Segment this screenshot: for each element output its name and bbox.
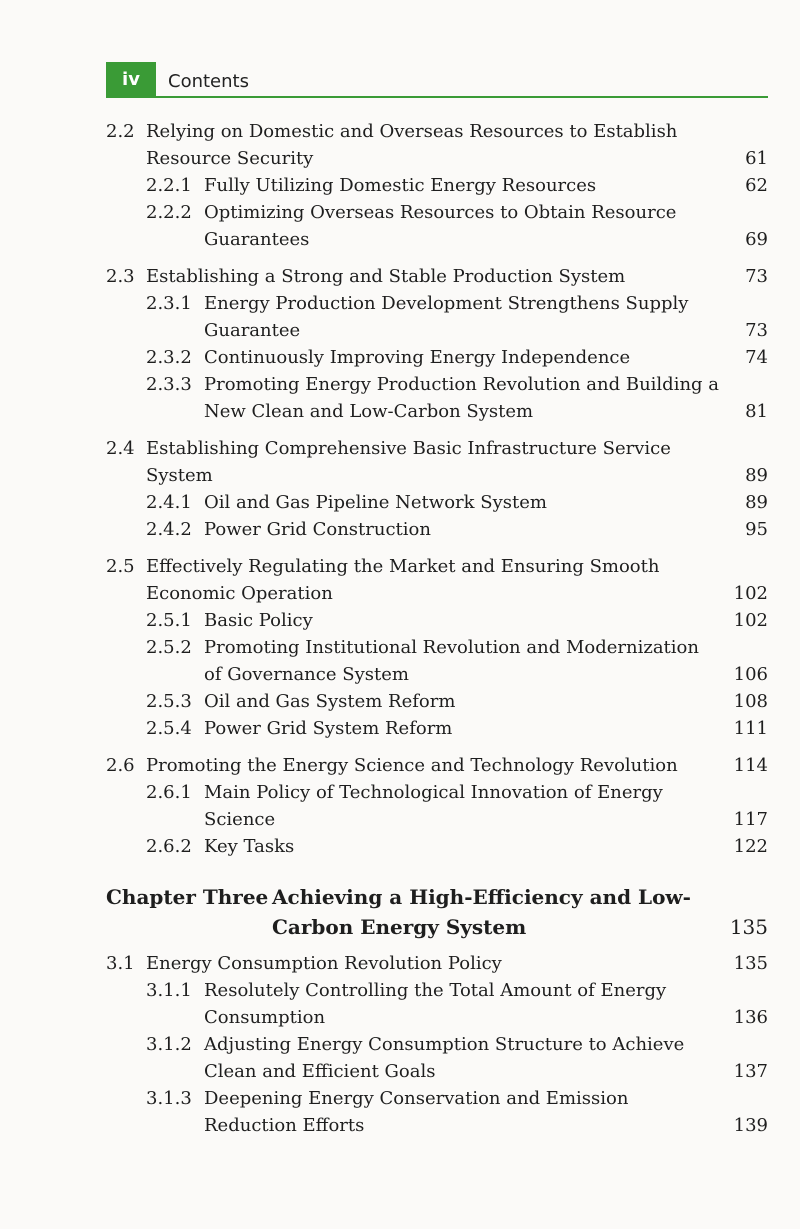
- entry-title: Main Policy of Technological Innovation of Energy Science: [204, 782, 663, 830]
- toc-entry[interactable]: [106, 607, 768, 634]
- entry-title: Deepening Energy Conservation and Emission Reduction Efforts: [204, 1088, 629, 1136]
- entry-number: 2.3.3: [146, 374, 192, 395]
- toc-section-2-5: [106, 553, 768, 742]
- entry-title: Power Grid System Reform: [204, 718, 453, 739]
- toc-entry[interactable]: [106, 489, 768, 516]
- toc-entry[interactable]: [106, 199, 768, 253]
- toc-entry[interactable]: [106, 516, 768, 543]
- entry-page: 137: [733, 1061, 768, 1082]
- toc-entry[interactable]: [106, 435, 768, 489]
- toc-entry[interactable]: [106, 977, 768, 1031]
- toc-entry[interactable]: [106, 715, 768, 742]
- running-header: [106, 62, 768, 98]
- entry-title: Effectively Regulating the Market and Ensuring Smooth Economic Operation: [146, 556, 660, 604]
- toc-entry[interactable]: [106, 950, 768, 977]
- entry-page: 102: [733, 583, 768, 604]
- chapter-title: Achieving a High-Efficiency and Low-Carbon Energy System: [272, 885, 691, 939]
- entry-number: 2.2.2: [146, 202, 192, 223]
- entry-number: 2.5.1: [146, 610, 192, 631]
- entry-title: Establishing Comprehensive Basic Infrastructure Service System: [146, 438, 671, 486]
- toc-entry[interactable]: [106, 752, 768, 779]
- toc-entry[interactable]: [106, 371, 768, 425]
- entry-page: 73: [745, 320, 768, 341]
- chapter-page: 135: [729, 915, 768, 939]
- toc-entry[interactable]: [106, 1085, 768, 1139]
- entry-page: 139: [733, 1115, 768, 1136]
- entry-number: 3.1: [106, 953, 135, 974]
- toc-entry[interactable]: [106, 833, 768, 860]
- entry-number: 2.6: [106, 755, 135, 776]
- entry-number: 2.3.1: [146, 293, 192, 314]
- entry-page: 74: [745, 347, 768, 368]
- entry-page: 106: [733, 664, 768, 685]
- entry-number: 2.5.2: [146, 637, 192, 658]
- toc-section-2-3: [106, 263, 768, 425]
- entry-number: 2.5: [106, 556, 135, 577]
- entry-page: 73: [745, 266, 768, 287]
- entry-page: 114: [733, 755, 768, 776]
- toc-entry[interactable]: [106, 1031, 768, 1085]
- entry-title: Promoting Energy Production Revolution and Building a New Clean and Low-Carbon System: [204, 374, 720, 422]
- toc-entry[interactable]: [106, 553, 768, 607]
- page-number-badge: iv: [106, 62, 156, 96]
- entry-page: 61: [745, 148, 768, 169]
- entry-number: 3.1.3: [146, 1088, 192, 1109]
- entry-page: 135: [733, 953, 768, 974]
- entry-title: Oil and Gas System Reform: [204, 691, 456, 712]
- entry-number: 2.2.1: [146, 175, 192, 196]
- toc-entry[interactable]: [106, 263, 768, 290]
- entry-title: Establishing a Strong and Stable Production System: [146, 266, 626, 287]
- entry-page: 122: [733, 836, 768, 857]
- entry-title: Energy Production Development Strengthens Supply Guarantee: [204, 293, 689, 341]
- entry-title: Oil and Gas Pipeline Network System: [204, 492, 547, 513]
- chapter-label: Chapter Three: [106, 885, 269, 909]
- toc-entry[interactable]: [106, 172, 768, 199]
- entry-number: 2.4.2: [146, 519, 192, 540]
- entry-title: Relying on Domestic and Overseas Resources to Establish Resource Security: [146, 121, 678, 169]
- entry-number: 2.5.4: [146, 718, 192, 739]
- entry-title: Optimizing Overseas Resources to Obtain Resource Guarantees: [204, 202, 677, 250]
- toc-entry[interactable]: [106, 118, 768, 172]
- header-rule: [106, 96, 768, 98]
- entry-page: 102: [733, 610, 768, 631]
- entry-page: 95: [745, 519, 768, 540]
- toc-entry[interactable]: [106, 688, 768, 715]
- toc-entry[interactable]: [106, 779, 768, 833]
- entry-title: Resolutely Controlling the Total Amount of Energy Consumption: [204, 980, 667, 1028]
- toc-section-2-4: [106, 435, 768, 543]
- entry-page: 69: [745, 229, 768, 250]
- entry-number: 2.5.3: [146, 691, 192, 712]
- entry-page: 111: [733, 718, 768, 739]
- entry-number: 2.6.1: [146, 782, 192, 803]
- entry-page: 62: [745, 175, 768, 196]
- entry-number: 2.3.2: [146, 347, 192, 368]
- entry-number: 2.4: [106, 438, 135, 459]
- entry-title: Key Tasks: [204, 836, 295, 857]
- entry-title: Promoting the Energy Science and Technology Revolution: [146, 755, 678, 776]
- entry-number: 3.1.2: [146, 1034, 192, 1055]
- entry-page: 108: [733, 691, 768, 712]
- toc-section-3-1: [106, 950, 768, 1139]
- entry-page: 89: [745, 492, 768, 513]
- entry-title: Promoting Institutional Revolution and Modernization of Governance System: [204, 637, 699, 685]
- entry-number: 2.6.2: [146, 836, 192, 857]
- entry-page: 117: [733, 809, 768, 830]
- entry-title: Energy Consumption Revolution Policy: [146, 953, 502, 974]
- toc-section-2-2: [106, 118, 768, 253]
- toc-section-2-6: [106, 752, 768, 860]
- entry-title: Continuously Improving Energy Independence: [204, 347, 631, 368]
- header-title: Contents: [168, 71, 249, 92]
- entry-number: 3.1.1: [146, 980, 192, 1001]
- entry-number: 2.3: [106, 266, 135, 287]
- toc-entry[interactable]: [106, 634, 768, 688]
- entry-page: 136: [733, 1007, 768, 1028]
- entry-title: Basic Policy: [204, 610, 313, 631]
- toc-entry[interactable]: [106, 344, 768, 371]
- chapter-heading[interactable]: [106, 882, 768, 942]
- entry-page: 89: [745, 465, 768, 486]
- entry-title: Power Grid Construction: [204, 519, 431, 540]
- table-of-contents: [106, 118, 768, 1139]
- entry-title: Fully Utilizing Domestic Energy Resources: [204, 175, 597, 196]
- entry-number: 2.2: [106, 121, 135, 142]
- entry-number: 2.4.1: [146, 492, 192, 513]
- entry-title: Adjusting Energy Consumption Structure to Achieve Clean and Efficient Goals: [204, 1034, 685, 1082]
- entry-page: 81: [745, 401, 768, 422]
- toc-entry[interactable]: [106, 290, 768, 344]
